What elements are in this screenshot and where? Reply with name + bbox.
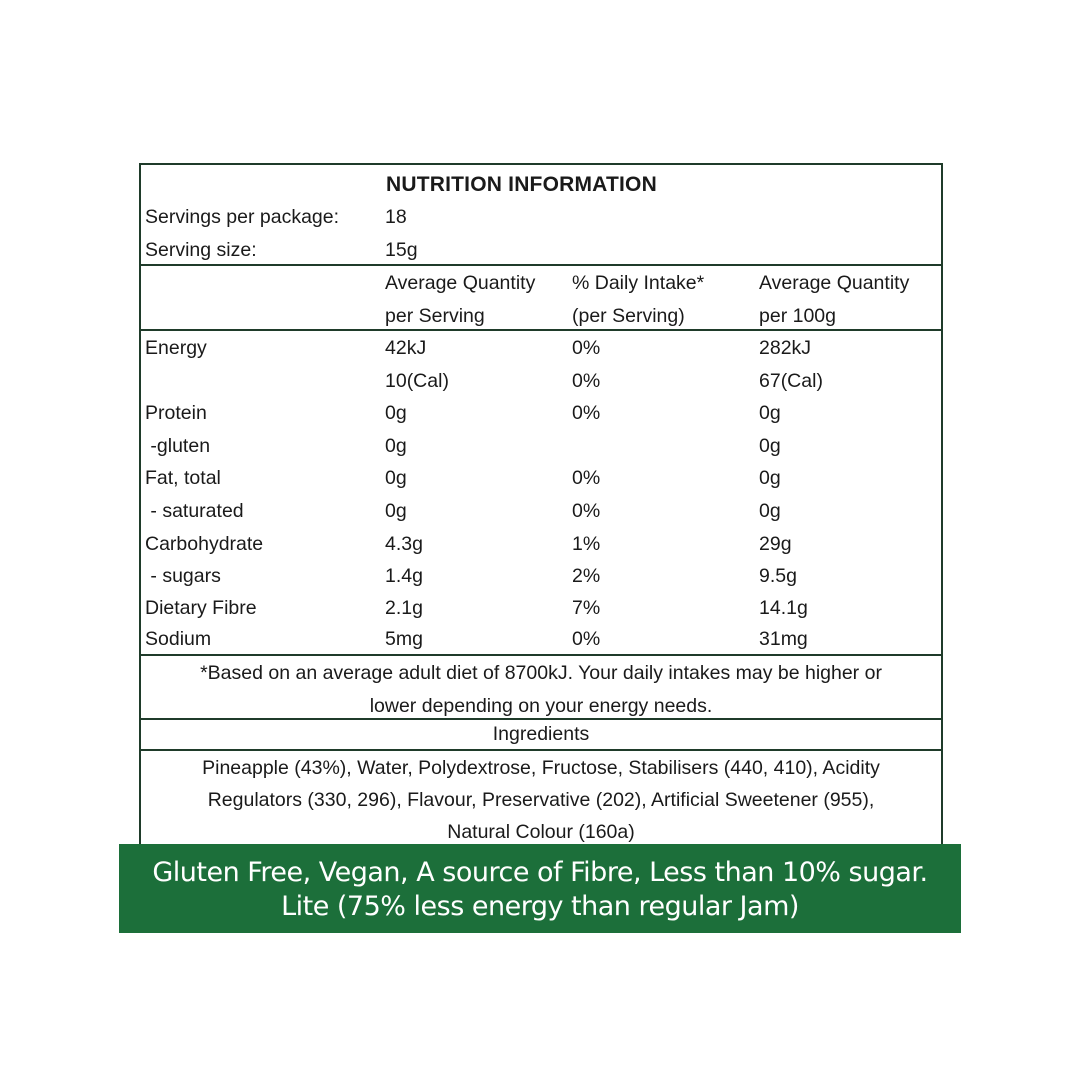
row-per-100g: 0g (759, 467, 781, 489)
row-per-100g: 0g (759, 500, 781, 522)
footnote-line2: lower depending on your energy needs. (369, 695, 713, 717)
row-per-100g: 29g (759, 533, 792, 555)
row-daily-intake: 0% (572, 467, 601, 489)
row-daily-intake: 0% (572, 402, 601, 424)
claims-banner (119, 844, 961, 933)
row-per-serving: 0g (385, 435, 407, 457)
row-per-100g: 31mg (759, 628, 808, 650)
header-per-serving-line2: per Serving (385, 305, 485, 327)
header-per-100g-line2: per 100g (759, 305, 836, 327)
divider (141, 329, 941, 331)
row-daily-intake: 0% (572, 370, 601, 392)
row-per-serving: 1.4g (385, 565, 423, 587)
servings-per-package-value: 18 (385, 206, 407, 228)
row-per-serving: 0g (385, 402, 407, 424)
row-name: Energy (145, 337, 207, 359)
row-daily-intake: 0% (572, 337, 601, 359)
nutrition-panel (139, 163, 943, 849)
row-per-serving: 0g (385, 467, 407, 489)
row-name: Sodium (145, 628, 212, 650)
row-daily-intake: 2% (572, 565, 601, 587)
servings-per-package-label: Servings per package: (145, 206, 340, 228)
row-per-100g: 9.5g (759, 565, 797, 587)
ingredients-heading: Ingredients (492, 723, 590, 745)
row-name: - saturated (145, 500, 244, 522)
header-per-100g-line1: Average Quantity (759, 272, 910, 294)
banner-line2: Lite (75% less energy than regular Jam) (281, 891, 799, 922)
row-name: Dietary Fibre (145, 597, 257, 619)
header-daily-intake-line1: % Daily Intake* (572, 272, 705, 294)
header-daily-intake-line2: (per Serving) (572, 305, 685, 327)
row-per-serving: 0g (385, 500, 407, 522)
row-per-serving: 4.3g (385, 533, 423, 555)
row-name: - sugars (145, 565, 221, 587)
row-daily-intake: 0% (572, 500, 601, 522)
row-per-serving: 5mg (385, 628, 423, 650)
row-daily-intake: 1% (572, 533, 601, 555)
row-per-100g: 67(Cal) (759, 370, 823, 392)
row-daily-intake: 7% (572, 597, 601, 619)
footnote-line1: *Based on an average adult diet of 8700kJ. Your daily intakes may be higher or (200, 662, 882, 684)
row-per-serving: 42kJ (385, 337, 427, 359)
row-per-100g: 0g (759, 435, 781, 457)
serving-size-label: Serving size: (145, 239, 257, 261)
ingredients-line3: Natural Colour (160a) (447, 821, 635, 843)
row-name: Carbohydrate (145, 533, 264, 555)
panel-title: NUTRITION INFORMATION (386, 173, 657, 196)
row-name: -gluten (145, 435, 211, 457)
row-per-100g: 14.1g (759, 597, 808, 619)
divider (141, 718, 941, 720)
row-per-serving: 10(Cal) (385, 370, 449, 392)
header-per-serving-line1: Average Quantity (385, 272, 536, 294)
row-daily-intake: 0% (572, 628, 601, 650)
divider (141, 264, 941, 266)
row-per-100g: 282kJ (759, 337, 812, 359)
divider (141, 749, 941, 751)
ingredients-line2: Regulators (330, 296), Flavour, Preservative (202), Artificial Sweetener (955), (207, 789, 875, 811)
serving-size-value: 15g (385, 239, 418, 261)
divider (141, 654, 941, 656)
ingredients-line1: Pineapple (43%), Water, Polydextrose, Fructose, Stabilisers (440, 410), Acidity (202, 757, 880, 779)
row-per-serving: 2.1g (385, 597, 423, 619)
row-per-100g: 0g (759, 402, 781, 424)
row-name: Protein (145, 402, 207, 424)
banner-line1: Gluten Free, Vegan, A source of Fibre, Less than 10% sugar. (152, 857, 928, 888)
row-name: Fat, total (145, 467, 221, 489)
